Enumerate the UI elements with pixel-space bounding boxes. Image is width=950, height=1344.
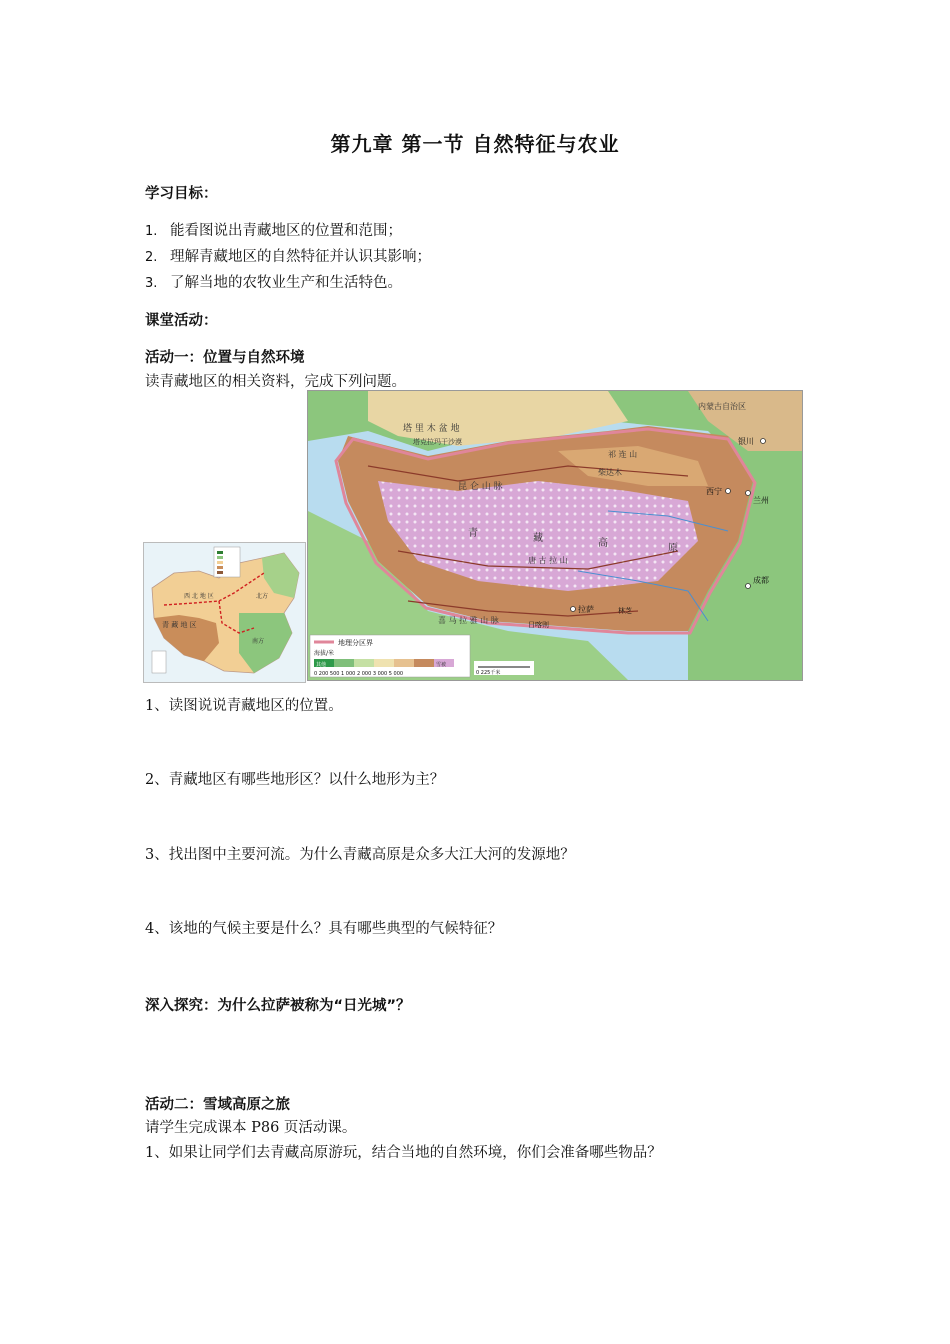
- question-2: 2、青藏地区有哪些地形区？以什么地形为主？: [145, 772, 445, 788]
- activity2-question-1: 1、如果让同学们去青藏高原游玩，结合当地的自然环境，你们会准备哪些物品？: [145, 1145, 662, 1161]
- label-gao: 高: [598, 538, 608, 549]
- legend-boundary: 地理分区界: [338, 639, 373, 647]
- legend-high: 雪被: [436, 662, 447, 668]
- goal-number: 2.: [145, 250, 158, 265]
- legend-elevation-title: 海拔/米: [314, 650, 335, 657]
- inset-label-xibei: 西 北 地 区: [184, 593, 214, 600]
- goal-text: 了解当地的农牧业生产和生活特色。: [170, 275, 402, 291]
- label-qaidam: 柴达木: [598, 468, 622, 477]
- label-qing: 青: [468, 528, 478, 539]
- activity1-heading: 活动一：位置与自然环境: [145, 350, 305, 366]
- label-yinchuan: 银川: [738, 437, 754, 446]
- label-zang: 藏: [533, 533, 543, 544]
- label-xining: 西宁: [706, 487, 722, 496]
- scale-bar: 0 225千米: [476, 670, 501, 676]
- goal-number: 3.: [145, 276, 158, 291]
- inset-label-qingzang: 青 藏 地 区: [162, 621, 197, 629]
- goal-text: 能看图说出青藏地区的位置和范围；: [170, 223, 402, 239]
- label-tanggula: 唐 古 拉 山: [528, 556, 568, 565]
- inset-label-beifang: 北方: [256, 593, 269, 600]
- china-inset-map: [143, 542, 306, 683]
- legend-ticks: 0 200 500 1 000 2 000 3 000 5 000: [314, 671, 404, 677]
- label-yuan: 原: [668, 543, 678, 554]
- label-rikaze: 日喀则: [528, 621, 549, 629]
- goals-heading: 学习目标：: [145, 186, 218, 202]
- explore-heading: 深入探究：为什么拉萨被称为“日光城”？: [145, 998, 411, 1014]
- label-himalaya: 喜 马 拉 雅 山 脉: [438, 616, 499, 625]
- label-tarim: 塔 里 木 盆 地: [403, 424, 460, 434]
- label-lanzhou: 兰州: [753, 496, 769, 505]
- question-4: 4、该地的气候主要是什么？具有哪些典型的气候特征？: [145, 921, 503, 937]
- qingzang-map-graphic: [308, 391, 802, 680]
- goal-item: [145, 245, 431, 266]
- activity1-intro: 读青藏地区的相关资料，完成下列问题。: [145, 374, 406, 390]
- label-linzhi: 林芝: [618, 607, 632, 615]
- question-1: 1、读图说说青藏地区的位置。: [145, 698, 343, 714]
- page-title: 第九章 第一节 自然特征与农业: [330, 132, 620, 156]
- classroom-heading: 课堂活动：: [145, 313, 218, 329]
- china-inset-map-graphic: [144, 543, 305, 682]
- inset-label-nanfang: 南方: [252, 638, 265, 645]
- qingzang-map: [307, 390, 803, 681]
- goal-text: 理解青藏地区的自然特征并认识其影响；: [170, 249, 431, 265]
- label-neimenggu: 内蒙古自治区: [698, 402, 746, 411]
- activity2-intro: 请学生完成课本 P86 页活动课。: [145, 1120, 357, 1136]
- legend-low: 其他: [316, 662, 327, 668]
- label-qilian: 祁 连 山: [608, 450, 638, 459]
- label-kunlun: 昆 仑 山 脉: [458, 482, 503, 492]
- question-3: 3、找出图中主要河流。为什么青藏高原是众多大江大河的发源地？: [145, 847, 575, 863]
- label-lasa: 拉萨: [578, 605, 594, 614]
- goal-item: [145, 271, 402, 292]
- goal-item: [145, 219, 402, 240]
- activity2-heading: 活动二：雪域高原之旅: [145, 1097, 290, 1113]
- label-taklimakan: 塔克拉玛干沙漠: [413, 438, 462, 446]
- goal-number: 1.: [145, 224, 158, 239]
- label-chengdu: 成都: [753, 576, 769, 585]
